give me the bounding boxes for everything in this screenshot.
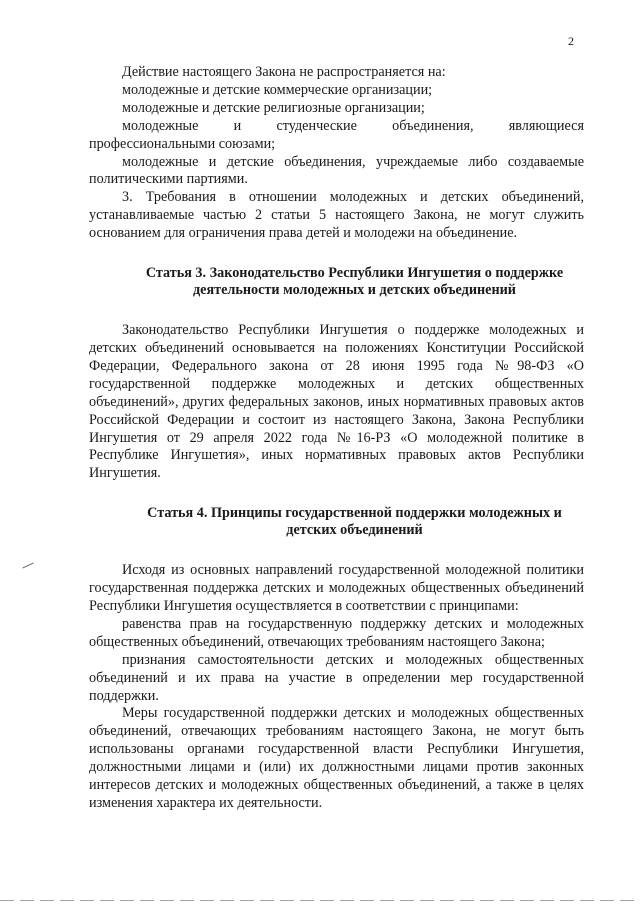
principle-independence: признания самостоятельности детских и молодежных общественных объединений и их права на участие в определении мер государственной поддержки. (89, 651, 584, 704)
document-body (89, 64, 584, 813)
exclusion-commercial: молодежные и детские коммерческие организации; (122, 81, 433, 98)
exclusion-unions: молодежные и студенческие объединения, являющиеся профессиональными союзами; (89, 117, 584, 152)
article-4-title: Статья 4. Принципы государственной поддержки молодежных и детских объединений (147, 505, 562, 539)
support-measures: Меры государственной поддержки детских и молодежных общественных объединений, отвечающих требованиям настоящего Закона, не могут быть использованы органами государственной власти Республики Ингушетия, должностными лицами и (или) их должностными лицами против законных интересов детских и молодежных общественных объединений, а также в целях изменения характера их деятельности. (89, 705, 584, 811)
article-3-title: Статья 3. Законодательство Республики Ингушетия о поддержке деятельности молодежных и детских объединений (145, 265, 564, 299)
exclusion-party: молодежные и детские объединения, учреждаемые либо создаваемые политическими партиями. (89, 153, 584, 188)
principle-equality: равенства прав на государственную поддержку детских и молодежных общественных объединений, отвечающих требованиям настоящего Закона; (89, 615, 584, 650)
article-4-intro: Исходя из основных направлений государственной молодежной политики государственная поддержка детских и молодежных общественных объединений Республики Ингушетия осуществляется в соответствии с принципами: (89, 562, 584, 615)
scan-bottom-edge (0, 900, 640, 901)
scan-artifact-mark (22, 563, 33, 569)
article-3-text: Законодательство Республики Ингушетия о поддержке молодежных и детских объединений основывается на положениях Конституции Российской Федерации, Федерального закона от 28 июня 1995 года №98-ФЗ «О государственной поддержке молодежных и детских общественных объединений», других федеральных законов, иных нормативных правовых актов Российской Федерации и состоит из настоящего Закона, Закона Республики Ингушетия от 29 апреля 2022 года №16-РЗ «О молодежной политике в Республике Ингушетия», иных нормативных правовых актов Республики Ингушетия. (89, 322, 584, 482)
exclusion-religious: молодежные и детские религиозные организации; (122, 99, 425, 116)
scope-intro: Действие настоящего Закона не распространяется на: (122, 64, 446, 80)
page-number: 2 (568, 34, 574, 48)
clause-3: 3. Требования в отношении молодежных и детских объединений, устанавливаемые частью 2 статьи 5 настоящего Закона, не могут служить основанием для ограничения права детей и молодежи на объединение. (89, 189, 584, 242)
